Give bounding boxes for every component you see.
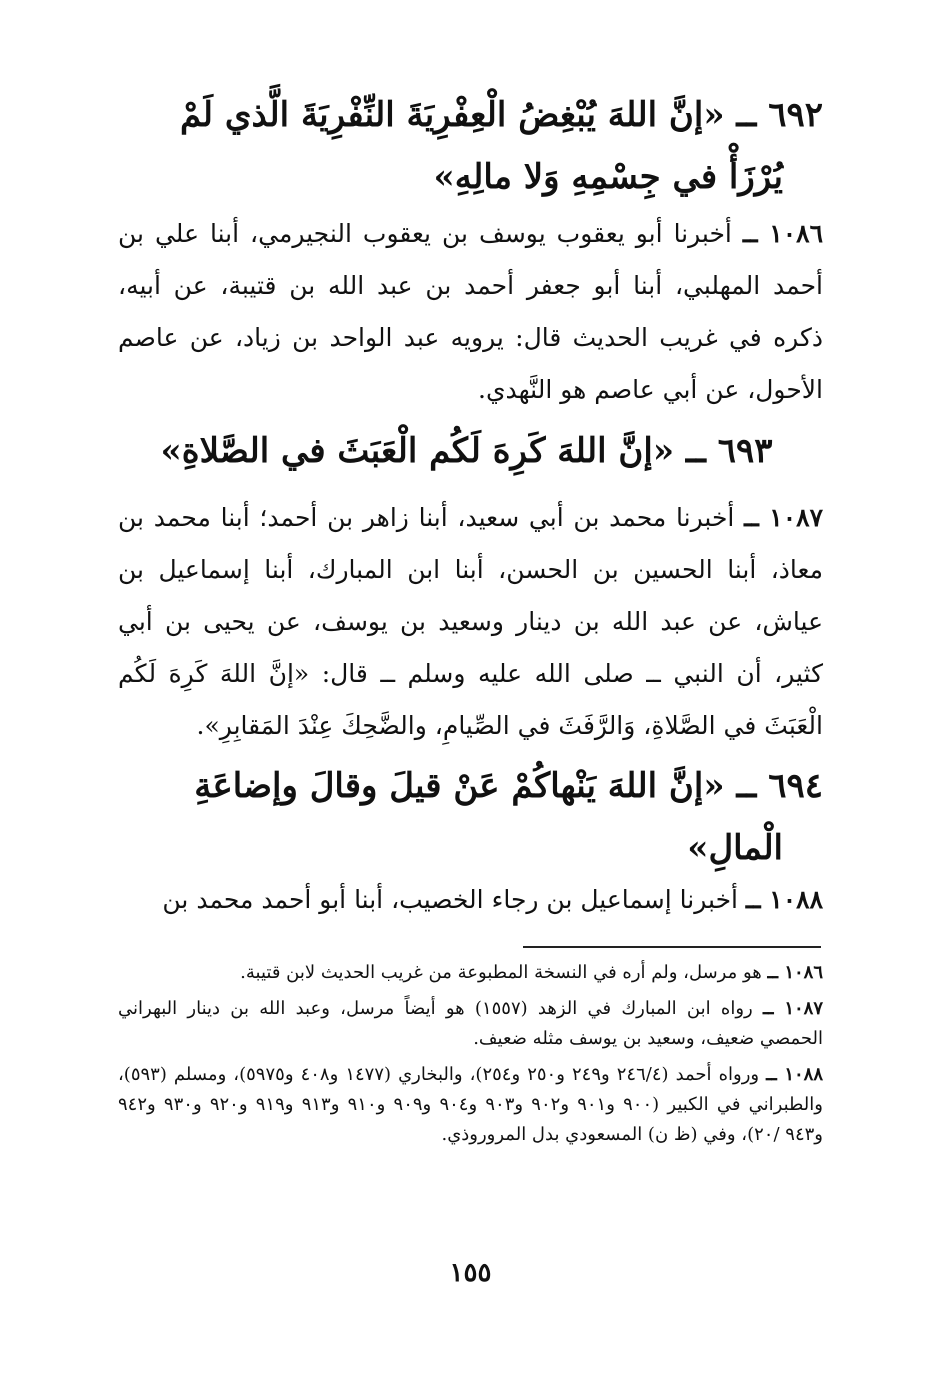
- footnotes: [118, 958, 823, 1156]
- footnote-text-1086: هو مرسل، ولم أره في النسخة المطبوعة من غريب الحديث لابن قتيبة.: [240, 962, 762, 983]
- footnote-1087: [118, 994, 823, 1054]
- isnad-text-1088: أخبرنا إسماعيل بن رجاء الخصيب، أبنا أبو أحمد محمد بن: [162, 885, 738, 914]
- footnote-number-1087: ١٠٨٧ ــ: [762, 998, 823, 1019]
- isnad-text-1087: أخبرنا محمد بن أبي سعيد، أبنا زاهر بن أحمد؛ أبنا محمد بن معاذ، أبنا الحسين بن الحسن، أبنا ابن المبارك، أبنا إسماعيل بن عياش، عن عبد الله بن دينار وسعيد بن يوسف، عن يحيى بن أبي كثير، أن النبي ــ صلى الله عليه وسلم ــ قال: «إنَّ اللهَ كَرِهَ لَكُم الْعَبَثَ في الصَّلاةِ، وَالرَّفَثَ في الصِّيامِ، والضَّحِكَ عِنْدَ المَقابِرِ».: [118, 503, 823, 740]
- isnad-text-1086: أخبرنا أبو يعقوب يوسف بن يعقوب النجيرمي، أبنا علي بن أحمد المهلبي، أبنا أبو جعفر أحمد بن عبد الله بن قتيبة، عن أبيه، ذكره في غريب الحديث قال: يرويه عبد الواحد بن زياد، عن عاصم الأحول، عن أبي عاصم هو النَّهدي.: [118, 219, 823, 404]
- footnote-1088: [118, 1060, 823, 1150]
- isnad-paragraph-1088: [118, 874, 823, 926]
- footnote-1086: [118, 958, 823, 988]
- hadith-heading-692: [110, 84, 823, 208]
- footnote-number-1088: ١٠٨٨ ــ: [766, 1064, 823, 1085]
- isnad-number-1086: ١٠٨٦ ــ: [742, 219, 823, 248]
- page-number: ١٥٥: [449, 1258, 492, 1288]
- hadith-heading-693: [110, 420, 823, 482]
- hadith-heading-694-line1: ٦٩٤ ــ «إنَّ اللهَ يَنْهاكُمْ عَنْ قيلَ وقالَ وإضاعَةِ: [194, 766, 823, 806]
- footnote-text-1088: ورواه أحمد (٢٤٦/٤ و٢٤٩ و٢٥٠ و٢٥٤)، والبخاري (١٤٧٧ و٤٠٨ و٥٩٧٥)، ومسلم (٥٩٣)، والطبراني في الكبير (٩٠٠ و٩٠١ و٩٠٢ و٩٠٣ و٩٠٤ و٩٠٩ و٩١٠ و٩١٣ و٩١٩ و٩٢٠ و٩٣٠ و٩٤٢ و٩٤٣ /٢٠)، وفي (ظ ن) المسعودي بدل المروروذي.: [118, 1064, 823, 1145]
- isnad-number-1088: ١٠٨٨ ــ: [745, 885, 823, 914]
- hadith-heading-692-line2: يُرْزَأْ في جِسْمِهِ وَلا مالِهِ»: [433, 157, 783, 197]
- hadith-heading-693-line1: ٦٩٣ ــ «إنَّ اللهَ كَرِهَ لَكُم الْعَبَثَ في الصَّلاةِ»: [160, 431, 773, 471]
- footnote-separator: [523, 946, 821, 948]
- isnad-paragraph-1087: [118, 492, 823, 752]
- hadith-heading-694: [110, 755, 823, 879]
- footnote-text-1087: رواه ابن المبارك في الزهد (١٥٥٧) هو أيضاً مرسل، وعبد الله بن دينار البهراني الحمصي ضعيف، وسعيد بن يوسف مثله ضعيف.: [118, 998, 823, 1049]
- isnad-paragraph-1086: [118, 208, 823, 416]
- isnad-number-1087: ١٠٨٧ ــ: [744, 503, 824, 532]
- hadith-heading-692-line1: ٦٩٢ ــ «إنَّ اللهَ يُبْغِضُ الْعِفْرِيَةَ النِّفْرِيَةَ الَّذي لَمْ: [180, 95, 823, 135]
- footnote-number-1086: ١٠٨٦ ــ: [767, 962, 823, 983]
- hadith-heading-694-line2: الْمالِ»: [687, 828, 783, 868]
